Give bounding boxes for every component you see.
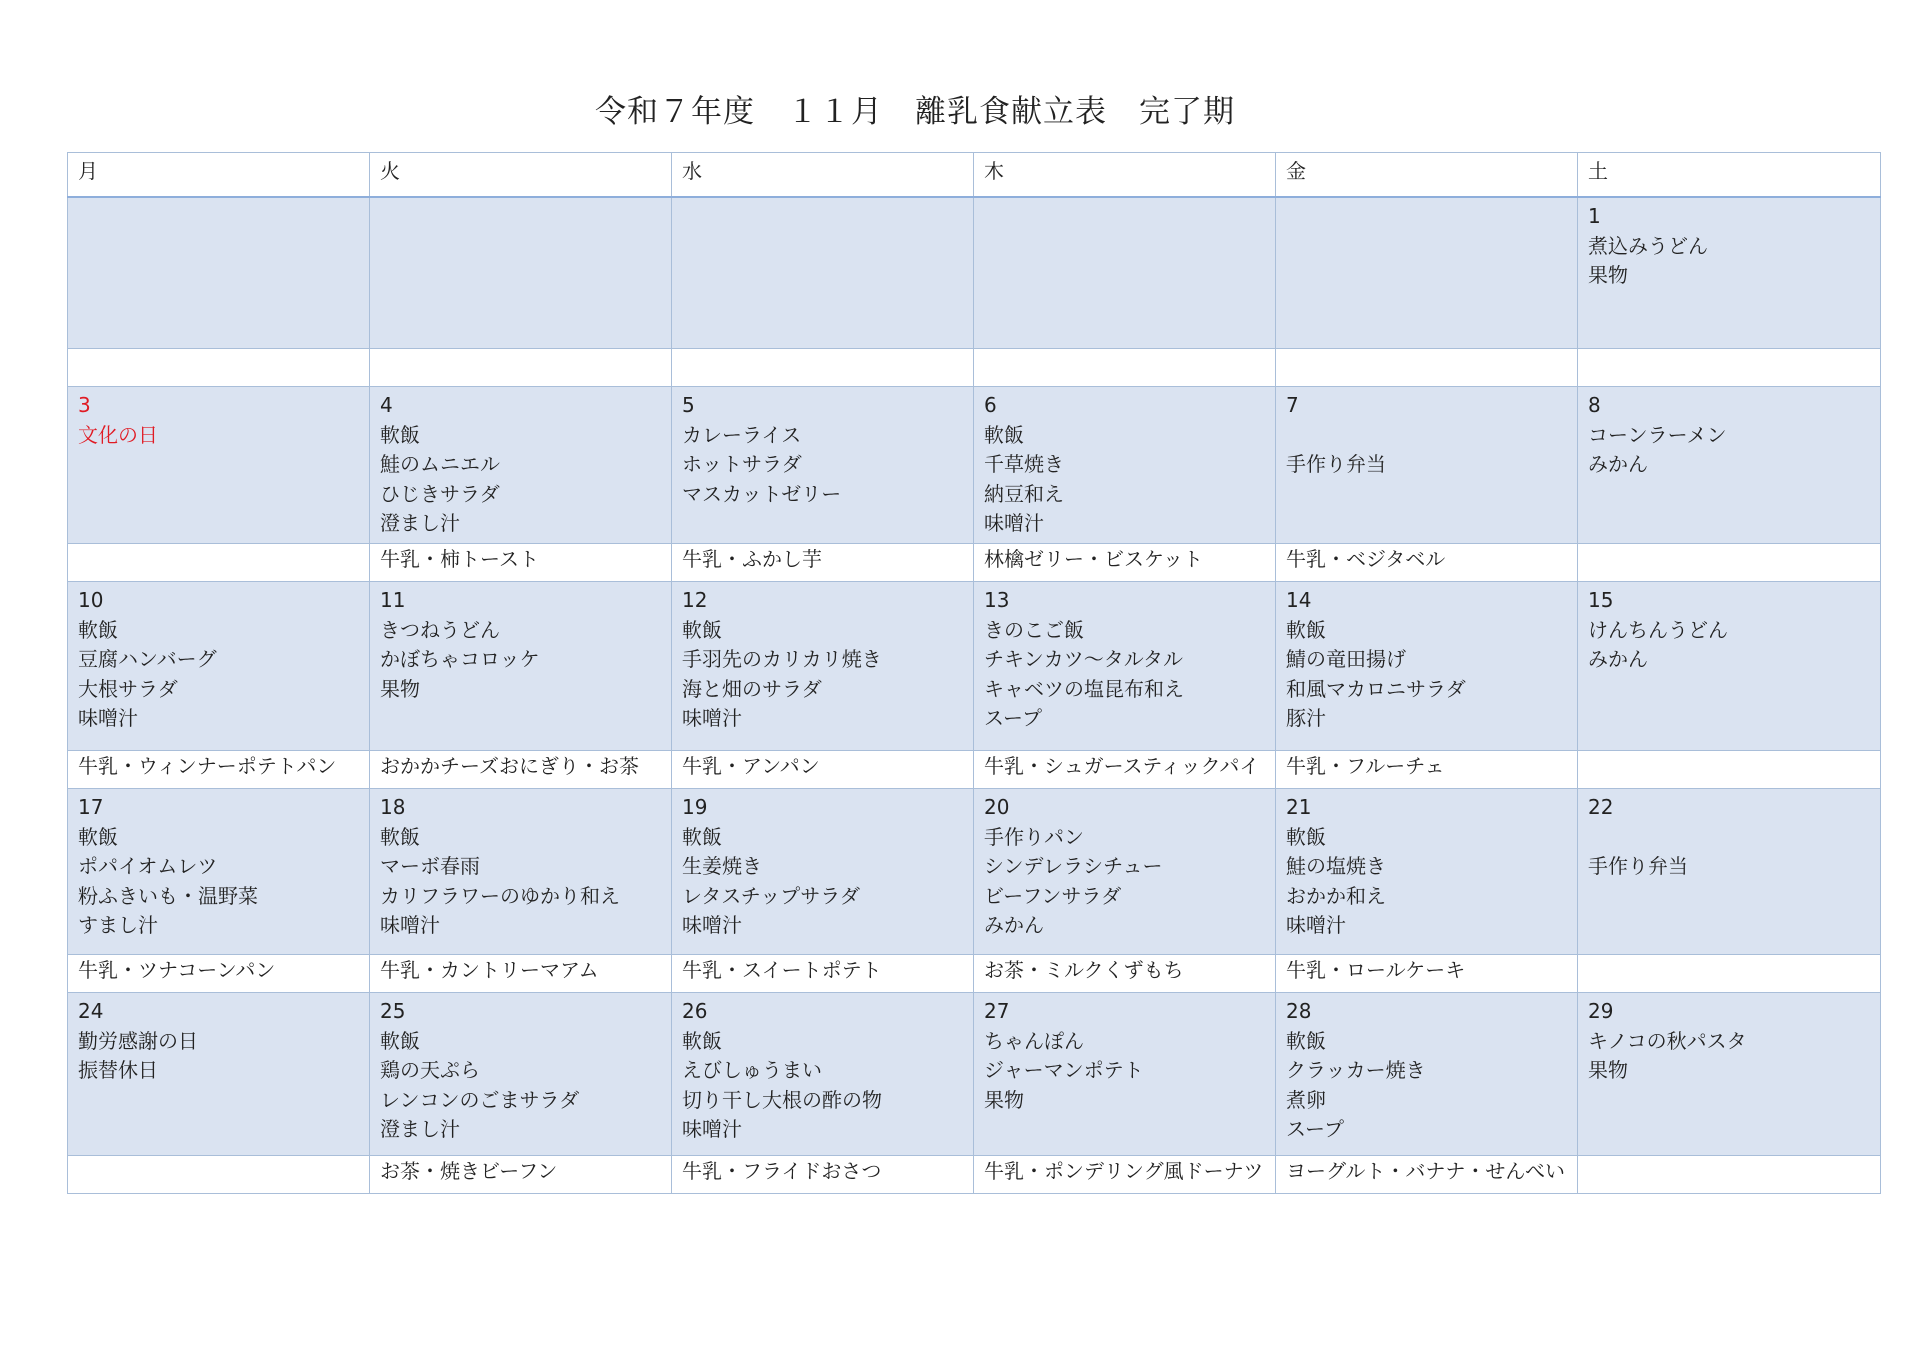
menu-item: きのこご飯 <box>984 617 1084 642</box>
menu-item: 粉ふきいも・温野菜 <box>78 883 258 908</box>
snack-cell-wed: 牛乳・アンパン <box>672 751 974 789</box>
snack-cell-thu: お茶・ミルクくずもち <box>974 955 1276 993</box>
menu-item: みかん <box>984 913 1044 937</box>
week-snack-row <box>68 751 1881 789</box>
day-cell-tue <box>370 387 672 544</box>
snack-cell-sat <box>1578 955 1881 993</box>
menu-item: 味噌汁 <box>78 706 138 730</box>
menu-item: キノコの秋パスタ <box>1588 1028 1747 1053</box>
menu-item: 軟飯 <box>1286 1028 1326 1053</box>
menu-item: 手作り弁当 <box>1286 452 1386 476</box>
menu-item: 軟飯 <box>984 422 1024 447</box>
menu-item: 味噌汁 <box>984 511 1044 535</box>
menu-item: 手羽先のカリカリ焼き <box>682 647 882 671</box>
snack-cell-sat <box>1578 544 1881 582</box>
day-number: 21 <box>1286 795 1312 819</box>
menu-item: 切り干し大根の酢の物 <box>682 1087 882 1112</box>
menu-item: きつねうどん <box>380 617 500 642</box>
menu-item: 振替休日 <box>78 1058 158 1082</box>
weekday-header-sat: 土 <box>1578 153 1881 198</box>
menu-item: 手作り弁当 <box>1588 854 1688 878</box>
snack-cell-wed <box>672 349 974 387</box>
snack-cell-sat <box>1578 751 1881 789</box>
snack-cell-fri: 牛乳・ベジタベル <box>1276 544 1578 582</box>
snack-cell-wed: 牛乳・ふかし芋 <box>672 544 974 582</box>
menu-item: 軟飯 <box>380 422 420 447</box>
menu-item: クラッカー焼き <box>1286 1058 1426 1082</box>
menu-item: カリフラワーのゆかり和え <box>380 883 620 908</box>
snack-cell-fri <box>1276 349 1578 387</box>
day-cell-fri <box>1276 582 1578 751</box>
snack-cell-thu: 牛乳・ポンデリング風ドーナツ <box>974 1156 1276 1194</box>
menu-item: 軟飯 <box>682 1028 722 1053</box>
menu-item: 果物 <box>984 1087 1024 1112</box>
day-cell-sat <box>1578 582 1881 751</box>
day-cell-fri <box>1276 197 1578 349</box>
snack-cell-mon: 牛乳・ツナコーンパン <box>68 955 370 993</box>
menu-item: マスカットゼリー <box>682 481 842 506</box>
day-number: 10 <box>78 588 104 612</box>
menu-item: 鯖の竜田揚げ <box>1286 647 1406 671</box>
snack-cell-thu <box>974 349 1276 387</box>
menu-item: えびしゅうまい <box>682 1058 822 1082</box>
menu-item: 豚汁 <box>1286 706 1326 730</box>
menu-item: ひじきサラダ <box>380 481 500 506</box>
menu-item: 生姜焼き <box>682 854 762 878</box>
menu-item: 澄まし汁 <box>380 1117 460 1141</box>
menu-item: 果物 <box>380 676 420 701</box>
day-cell-tue <box>370 197 672 349</box>
day-number: 27 <box>984 999 1010 1023</box>
menu-item: コーンラーメン <box>1588 422 1727 447</box>
menu-item: 軟飯 <box>682 617 722 642</box>
snack-cell-fri: 牛乳・フルーチェ <box>1276 751 1578 789</box>
menu-item: ちゃんぽん <box>984 1028 1084 1053</box>
menu-item: 鮭の塩焼き <box>1286 854 1386 878</box>
menu-item: 煮卵 <box>1286 1087 1326 1112</box>
day-number: 26 <box>682 999 708 1023</box>
menu-item: ポパイオムレツ <box>78 854 218 878</box>
menu-item: 軟飯 <box>380 824 420 849</box>
menu-item: 澄まし汁 <box>380 511 460 535</box>
menu-item: カレーライス <box>682 422 802 447</box>
week-menu-row <box>68 387 1881 544</box>
day-number: 3 <box>78 393 91 417</box>
menu-item: 納豆和え <box>984 481 1064 506</box>
day-number: 12 <box>682 588 708 612</box>
day-cell-thu <box>974 993 1276 1156</box>
menu-item: 味噌汁 <box>682 1117 742 1141</box>
weekday-header-row <box>68 153 1881 198</box>
snack-cell-wed: 牛乳・スイートポテト <box>672 955 974 993</box>
snack-cell-fri: ヨーグルト・バナナ・せんべい <box>1276 1156 1578 1194</box>
menu-item: 味噌汁 <box>380 913 440 937</box>
weekday-header-fri: 金 <box>1276 153 1578 198</box>
snack-cell-tue: お茶・焼きビーフン <box>370 1156 672 1194</box>
day-number: 19 <box>682 795 708 819</box>
day-cell-tue <box>370 993 672 1156</box>
menu-calendar-table <box>67 152 1881 1194</box>
day-cell-wed <box>672 387 974 544</box>
weekday-header-mon: 月 <box>68 153 370 198</box>
menu-item: 軟飯 <box>1286 824 1326 849</box>
menu-item: 軟飯 <box>1286 617 1326 642</box>
week-snack-row <box>68 544 1881 582</box>
menu-item: 鮭のムニエル <box>380 452 500 476</box>
day-number: 11 <box>380 588 406 612</box>
day-number: 7 <box>1286 393 1299 417</box>
day-number: 1 <box>1588 204 1601 228</box>
day-number: 17 <box>78 795 104 819</box>
snack-cell-mon <box>68 1156 370 1194</box>
snack-cell-mon <box>68 544 370 582</box>
snack-cell-fri: 牛乳・ロールケーキ <box>1276 955 1578 993</box>
day-cell-fri <box>1276 387 1578 544</box>
day-cell-thu <box>974 582 1276 751</box>
day-number: 13 <box>984 588 1010 612</box>
menu-item: 千草焼き <box>984 452 1064 476</box>
day-cell-wed <box>672 197 974 349</box>
menu-item: ビーフンサラダ <box>984 883 1122 908</box>
menu-item: 軟飯 <box>78 824 118 849</box>
day-cell-tue <box>370 789 672 955</box>
menu-item: 味噌汁 <box>682 913 742 937</box>
day-number: 20 <box>984 795 1010 819</box>
menu-item: 軟飯 <box>380 1028 420 1053</box>
snack-cell-mon: 牛乳・ウィンナーポテトパン <box>68 751 370 789</box>
snack-cell-sat <box>1578 1156 1881 1194</box>
day-cell-wed <box>672 582 974 751</box>
week-snack-row <box>68 1156 1881 1194</box>
day-cell-sat <box>1578 993 1881 1156</box>
day-cell-mon <box>68 993 370 1156</box>
day-number: 6 <box>984 393 997 417</box>
menu-item: 果物 <box>1588 263 1628 287</box>
week-snack-row <box>68 955 1881 993</box>
day-number: 14 <box>1286 588 1312 612</box>
snack-cell-wed: 牛乳・フライドおさつ <box>672 1156 974 1194</box>
day-number: 18 <box>380 795 406 819</box>
day-cell-mon <box>68 197 370 349</box>
menu-item: 軟飯 <box>682 824 722 849</box>
menu-item: 勤労感謝の日 <box>78 1028 198 1053</box>
snack-cell-thu: 牛乳・シュガースティックパイ <box>974 751 1276 789</box>
week-snack-row <box>68 349 1881 387</box>
day-cell-wed <box>672 993 974 1156</box>
page-title: 令和７年度 １１月 離乳食献立表 完了期 <box>595 94 1235 130</box>
menu-item: 味噌汁 <box>682 706 742 730</box>
day-cell-thu <box>974 197 1276 349</box>
menu-item: チキンカツ～タルタル <box>984 647 1183 671</box>
menu-item: みかん <box>1588 647 1648 671</box>
menu-item: 鶏の天ぷら <box>380 1058 480 1082</box>
weekday-header-tue: 火 <box>370 153 672 198</box>
menu-item: 味噌汁 <box>1286 913 1346 937</box>
day-cell-mon <box>68 789 370 955</box>
menu-item: すまし汁 <box>78 913 158 937</box>
snack-cell-tue <box>370 349 672 387</box>
day-cell-thu <box>974 387 1276 544</box>
menu-item <box>1286 421 1567 451</box>
menu-item: 豆腐ハンバーグ <box>78 647 217 671</box>
menu-item: 文化の日 <box>78 422 158 447</box>
menu-item: けんちんうどん <box>1588 617 1728 642</box>
snack-cell-sat <box>1578 349 1881 387</box>
menu-item: スープ <box>1286 1117 1344 1141</box>
menu-item: 軟飯 <box>78 617 118 642</box>
day-cell-mon <box>68 582 370 751</box>
menu-item: 大根サラダ <box>78 676 178 701</box>
day-cell-fri <box>1276 993 1578 1156</box>
weekday-header-wed: 水 <box>672 153 974 198</box>
menu-item: 海と畑のサラダ <box>682 676 822 701</box>
day-cell-tue <box>370 582 672 751</box>
menu-item: 煮込みうどん <box>1588 233 1708 258</box>
snack-cell-mon <box>68 349 370 387</box>
day-cell-sat <box>1578 387 1881 544</box>
menu-item: みかん <box>1588 452 1648 476</box>
menu-item: レタスチップサラダ <box>682 883 860 908</box>
menu-item: 手作りパン <box>984 824 1084 849</box>
menu-item: マーボ春雨 <box>380 854 480 878</box>
day-number: 8 <box>1588 393 1601 417</box>
day-cell-thu <box>974 789 1276 955</box>
menu-item: レンコンのごまサラダ <box>380 1087 580 1112</box>
menu-item: ホットサラダ <box>682 452 802 476</box>
menu-item: 和風マカロニサラダ <box>1286 676 1466 701</box>
weekday-header-thu: 木 <box>974 153 1276 198</box>
day-number: 15 <box>1588 588 1614 612</box>
menu-item: キャベツの塩昆布和え <box>984 676 1184 701</box>
snack-cell-thu: 林檎ゼリー・ビスケット <box>974 544 1276 582</box>
menu-item: シンデレラシチュー <box>984 854 1163 878</box>
day-number: 28 <box>1286 999 1312 1023</box>
snack-cell-tue: 牛乳・カントリーマアム <box>370 955 672 993</box>
day-number: 22 <box>1588 795 1614 819</box>
week-menu-row <box>68 582 1881 751</box>
menu-item <box>1588 823 1870 853</box>
day-number: 29 <box>1588 999 1614 1023</box>
day-number: 25 <box>380 999 406 1023</box>
menu-item: 果物 <box>1588 1058 1628 1082</box>
week-menu-row <box>68 789 1881 955</box>
menu-item: かぼちゃコロッケ <box>380 647 540 671</box>
menu-item: おかか和え <box>1286 883 1386 908</box>
snack-cell-tue: 牛乳・柿トースト <box>370 544 672 582</box>
snack-cell-tue: おかかチーズおにぎり・お茶 <box>370 751 672 789</box>
week-menu-row <box>68 993 1881 1156</box>
week-menu-row <box>68 197 1881 349</box>
menu-item: ジャーマンポテト <box>984 1058 1144 1082</box>
day-cell-wed <box>672 789 974 955</box>
day-cell-mon <box>68 387 370 544</box>
day-cell-sat <box>1578 197 1881 349</box>
day-number: 4 <box>380 393 393 417</box>
day-number: 5 <box>682 393 695 417</box>
day-cell-sat <box>1578 789 1881 955</box>
day-cell-fri <box>1276 789 1578 955</box>
day-number: 24 <box>78 999 104 1023</box>
menu-item: スープ <box>984 706 1042 730</box>
